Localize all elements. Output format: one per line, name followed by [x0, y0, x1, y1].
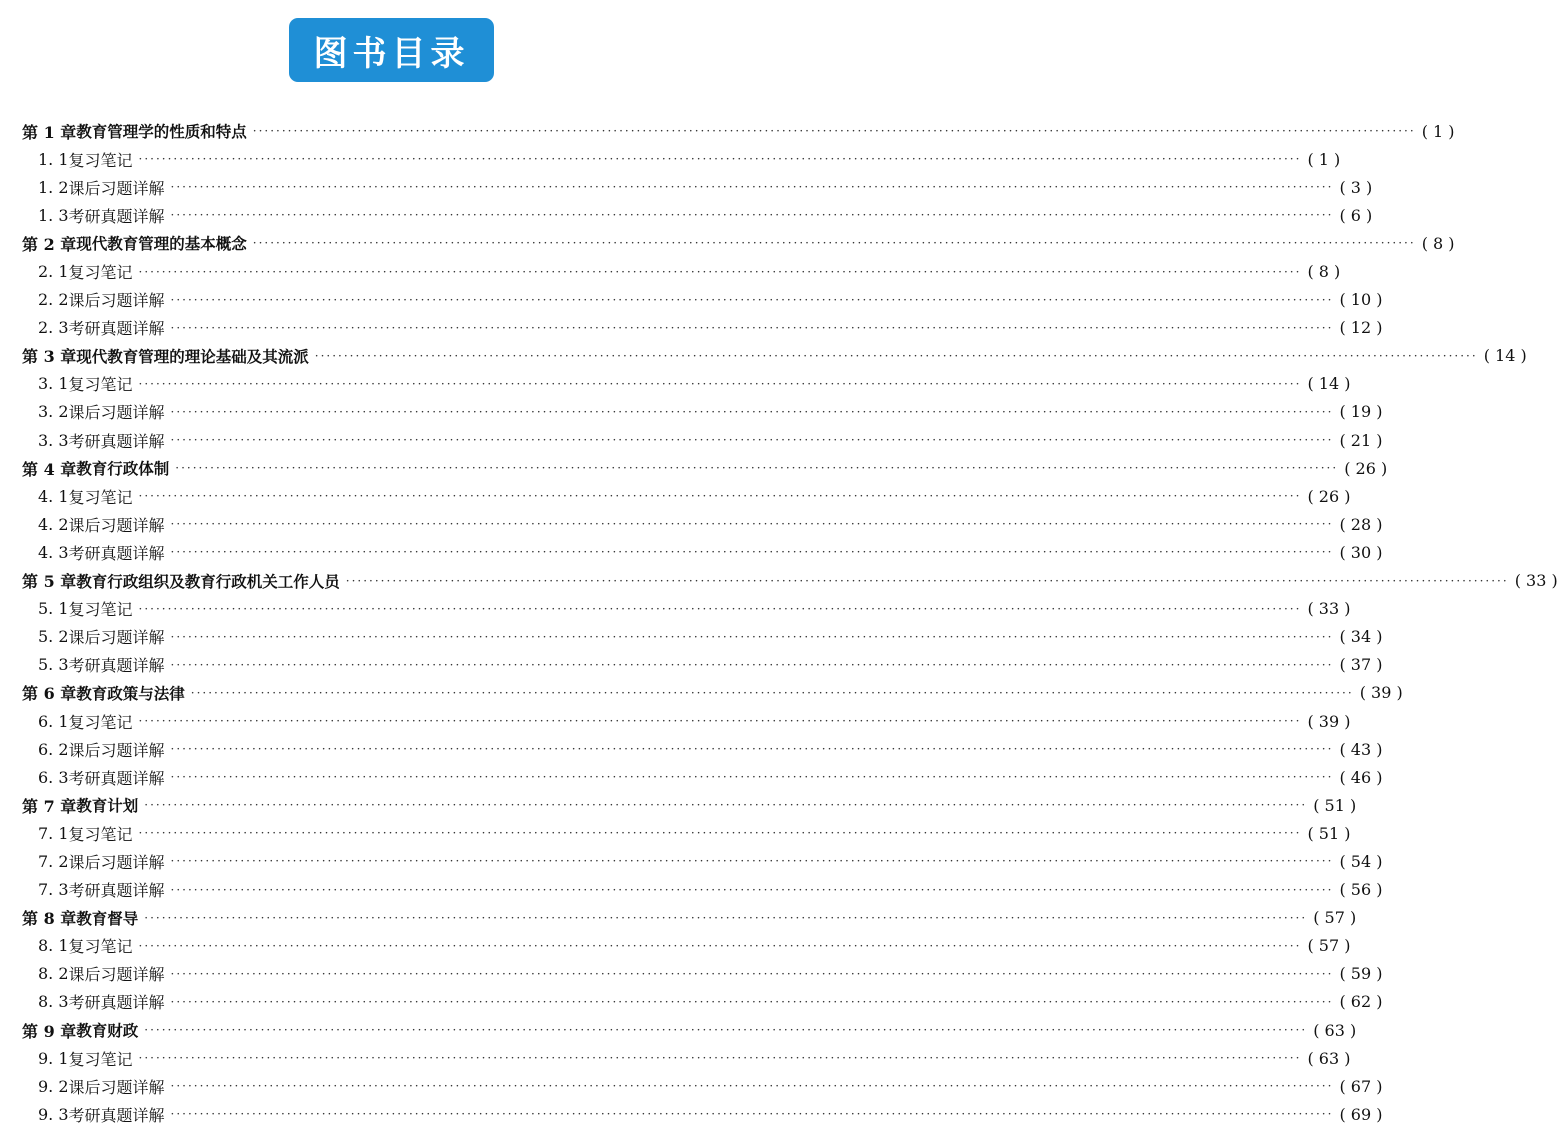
- toc-chapter-row[interactable]: [0, 454, 1388, 482]
- page-number: ( 8 ): [1421, 233, 1455, 253]
- toc-section-row[interactable]: [0, 707, 1351, 735]
- section-title: 课后习题详解: [68, 515, 165, 535]
- dot-leader: ········································································································································································································: [190, 685, 1354, 700]
- section-title: 考研真题详解: [68, 431, 165, 451]
- section-number: 7. 3: [38, 880, 69, 900]
- section-title: 考研真题详解: [68, 206, 165, 226]
- table-of-contents: [0, 117, 1558, 1128]
- dot-leader: ········································································································································································································: [345, 573, 1509, 588]
- section-title: 复习笔记: [68, 937, 133, 957]
- dot-leader: ········································································································································································································: [170, 1079, 1334, 1094]
- page-number: ( 51 ): [1313, 795, 1357, 815]
- section-title: 考研真题详解: [68, 1105, 165, 1125]
- toc-section-row[interactable]: [0, 988, 1383, 1016]
- dot-leader: ········································································································································································································: [138, 376, 1302, 391]
- page-number: ( 62 ): [1339, 992, 1383, 1012]
- toc-section-row[interactable]: [0, 257, 1341, 285]
- section-title: 考研真题详解: [68, 993, 165, 1013]
- section-title: 考研真题详解: [68, 656, 165, 676]
- toc-chapter-row[interactable]: [0, 791, 1357, 819]
- toc-section-row[interactable]: [0, 1072, 1383, 1100]
- page-number: ( 26 ): [1307, 486, 1351, 506]
- toc-section-row[interactable]: [0, 145, 1341, 173]
- dot-leader: ········································································································································································································: [144, 1023, 1308, 1038]
- dot-leader: ········································································································································································································: [170, 1107, 1334, 1122]
- section-number: 3. 1: [38, 374, 69, 394]
- chapter-title: 教育政策与法律: [76, 684, 185, 703]
- dot-leader: ········································································································································································································: [138, 489, 1302, 504]
- section-number: 6. 3: [38, 767, 69, 787]
- page-number: ( 69 ): [1339, 1104, 1383, 1124]
- dot-leader: ········································································································································································································: [138, 601, 1302, 616]
- toc-section-row[interactable]: [0, 623, 1383, 651]
- toc-section-row[interactable]: [0, 426, 1383, 454]
- dot-leader: ········································································································································································································: [170, 882, 1334, 897]
- chapter-title: 教育行政组织及教育行政机关工作人员: [76, 572, 340, 591]
- dot-leader: ········································································································································································································: [170, 292, 1334, 307]
- section-title: 课后习题详解: [68, 1077, 165, 1097]
- page-number: ( 57 ): [1307, 936, 1351, 956]
- section-title: 考研真题详解: [68, 881, 165, 901]
- section-title: 课后习题详解: [68, 852, 165, 872]
- page-number: ( 30 ): [1339, 542, 1383, 562]
- section-title: 复习笔记: [68, 1049, 133, 1069]
- toc-section-row[interactable]: [0, 932, 1351, 960]
- toc-section-row[interactable]: [0, 370, 1351, 398]
- dot-leader: ········································································································································································································: [170, 770, 1334, 785]
- dot-leader: ········································································································································································································: [170, 208, 1334, 223]
- chapter-number: 第 3 章: [22, 347, 77, 367]
- page-number: ( 63 ): [1307, 1048, 1351, 1068]
- dot-leader: ········································································································································································································: [170, 966, 1334, 981]
- dot-leader: ········································································································································································································: [170, 545, 1334, 560]
- chapter-number: 第 7 章: [22, 796, 77, 816]
- page-number: ( 39 ): [1359, 683, 1403, 703]
- section-number: 4. 2: [38, 514, 69, 534]
- page-number: ( 34 ): [1339, 627, 1383, 647]
- section-title: 考研真题详解: [68, 319, 165, 339]
- section-title: 课后习题详解: [68, 291, 165, 311]
- section-number: 3. 3: [38, 430, 69, 450]
- toc-chapter-row[interactable]: [0, 904, 1357, 932]
- chapter-title: 教育财政: [76, 1022, 139, 1041]
- page-title: 图书目录: [313, 33, 470, 74]
- chapter-title: 教育管理学的性质和特点: [76, 123, 247, 142]
- section-number: 4. 1: [38, 486, 69, 506]
- section-number: 1. 1: [38, 149, 69, 169]
- chapter-number: 第 8 章: [22, 909, 77, 929]
- toc-section-row[interactable]: [0, 735, 1383, 763]
- dot-leader: ········································································································································································································: [138, 264, 1302, 279]
- page-number: ( 6 ): [1339, 205, 1373, 225]
- section-number: 8. 1: [38, 936, 69, 956]
- toc-section-row[interactable]: [0, 1100, 1383, 1128]
- toc-section-row[interactable]: [0, 538, 1383, 566]
- dot-leader: ········································································································································································································: [314, 348, 1478, 363]
- toc-section-row[interactable]: [0, 847, 1383, 875]
- section-number: 5. 2: [38, 627, 69, 647]
- section-number: 3. 2: [38, 402, 69, 422]
- toc-chapter-row[interactable]: [0, 342, 1527, 370]
- dot-leader: ········································································································································································································: [170, 517, 1334, 532]
- dot-leader: ········································································································································································································: [138, 152, 1302, 167]
- section-number: 4. 3: [38, 542, 69, 562]
- toc-chapter-row[interactable]: [0, 567, 1558, 595]
- toc-section-row[interactable]: [0, 960, 1383, 988]
- toc-section-row[interactable]: [0, 286, 1383, 314]
- section-number: 2. 3: [38, 318, 69, 338]
- page-number: ( 51 ): [1307, 823, 1351, 843]
- page-header: [0, 0, 790, 108]
- toc-section-row[interactable]: [0, 819, 1351, 847]
- dot-leader: ········································································································································································································: [144, 798, 1308, 813]
- page-number: ( 1 ): [1421, 121, 1455, 141]
- chapter-number: 第 4 章: [22, 459, 77, 479]
- section-title: 复习笔记: [68, 487, 133, 507]
- section-number: 9. 3: [38, 1104, 69, 1124]
- page-number: ( 1 ): [1307, 149, 1341, 169]
- page-number: ( 37 ): [1339, 655, 1383, 675]
- page-number: ( 39 ): [1307, 711, 1351, 731]
- title-banner: [289, 18, 494, 82]
- dot-leader: ········································································································································································································: [252, 236, 1416, 251]
- chapter-title: 教育行政体制: [76, 460, 170, 479]
- section-title: 课后习题详解: [68, 965, 165, 985]
- toc-section-row[interactable]: [0, 173, 1373, 201]
- section-number: 1. 3: [38, 205, 69, 225]
- dot-leader: ········································································································································································································: [144, 910, 1308, 925]
- section-number: 9. 2: [38, 1076, 69, 1096]
- chapter-number: 第 1 章: [22, 122, 77, 142]
- section-number: 1. 2: [38, 177, 69, 197]
- dot-leader: ········································································································································································································: [170, 180, 1334, 195]
- toc-section-row[interactable]: [0, 651, 1383, 679]
- section-title: 课后习题详解: [68, 740, 165, 760]
- dot-leader: ········································································································································································································: [170, 994, 1334, 1009]
- section-title: 课后习题详解: [68, 178, 165, 198]
- dot-leader: ········································································································································································································: [170, 854, 1334, 869]
- section-title: 复习笔记: [68, 824, 133, 844]
- toc-section-row[interactable]: [0, 482, 1351, 510]
- page-number: ( 63 ): [1313, 1020, 1357, 1040]
- section-number: 8. 3: [38, 992, 69, 1012]
- toc-section-row[interactable]: [0, 876, 1383, 904]
- section-number: 6. 2: [38, 739, 69, 759]
- chapter-title: 现代教育管理的基本概念: [76, 235, 247, 254]
- toc-section-row[interactable]: [0, 595, 1351, 623]
- dot-leader: ········································································································································································································: [138, 1051, 1302, 1066]
- dot-leader: ········································································································································································································: [138, 938, 1302, 953]
- page-number: ( 67 ): [1339, 1076, 1383, 1096]
- chapter-number: 第 6 章: [22, 684, 77, 704]
- section-title: 复习笔记: [68, 263, 133, 283]
- page-number: ( 12 ): [1339, 318, 1383, 338]
- section-title: 复习笔记: [68, 600, 133, 620]
- page-number: ( 19 ): [1339, 402, 1383, 422]
- page-number: ( 21 ): [1339, 430, 1383, 450]
- toc-section-row[interactable]: [0, 201, 1373, 229]
- section-number: 2. 1: [38, 262, 69, 282]
- page-number: ( 10 ): [1339, 290, 1383, 310]
- toc-chapter-row[interactable]: [0, 1016, 1357, 1044]
- section-number: 5. 1: [38, 599, 69, 619]
- dot-leader: ········································································································································································································: [170, 433, 1334, 448]
- dot-leader: ········································································································································································································: [138, 714, 1302, 729]
- toc-section-row[interactable]: [0, 314, 1383, 342]
- section-number: 9. 1: [38, 1048, 69, 1068]
- section-number: 8. 2: [38, 964, 69, 984]
- page-number: ( 8 ): [1307, 262, 1341, 282]
- dot-leader: ········································································································································································································: [175, 461, 1339, 476]
- page-number: ( 3 ): [1339, 177, 1373, 197]
- page-number: ( 14 ): [1483, 346, 1527, 366]
- section-number: 2. 2: [38, 290, 69, 310]
- section-title: 课后习题详解: [68, 403, 165, 423]
- chapter-title: 教育计划: [76, 797, 139, 816]
- section-title: 考研真题详解: [68, 543, 165, 563]
- chapter-number: 第 2 章: [22, 234, 77, 254]
- dot-leader: ········································································································································································································: [170, 629, 1334, 644]
- dot-leader: ········································································································································································································: [170, 657, 1334, 672]
- chapter-title: 现代教育管理的理论基础及其流派: [76, 347, 309, 366]
- dot-leader: ········································································································································································································: [170, 742, 1334, 757]
- section-title: 复习笔记: [68, 150, 133, 170]
- section-number: 6. 1: [38, 711, 69, 731]
- page-number: ( 26 ): [1344, 458, 1388, 478]
- dot-leader: ········································································································································································································: [170, 320, 1334, 335]
- section-number: 7. 2: [38, 851, 69, 871]
- toc-section-row[interactable]: [0, 510, 1383, 538]
- section-title: 课后习题详解: [68, 628, 165, 648]
- page-number: ( 33 ): [1307, 599, 1351, 619]
- section-title: 复习笔记: [68, 712, 133, 732]
- section-title: 考研真题详解: [68, 768, 165, 788]
- page-number: ( 46 ): [1339, 767, 1383, 787]
- page-number: ( 33 ): [1514, 571, 1558, 591]
- toc-section-row[interactable]: [0, 1044, 1351, 1072]
- toc-chapter-row[interactable]: [0, 229, 1455, 257]
- chapter-number: 第 9 章: [22, 1021, 77, 1041]
- page-number: ( 28 ): [1339, 514, 1383, 534]
- page-number: ( 54 ): [1339, 851, 1383, 871]
- toc-chapter-row[interactable]: [0, 117, 1455, 145]
- page-number: ( 57 ): [1313, 908, 1357, 928]
- section-title: 复习笔记: [68, 375, 133, 395]
- dot-leader: ········································································································································································································: [252, 124, 1416, 139]
- toc-chapter-row[interactable]: [0, 679, 1403, 707]
- page-number: ( 14 ): [1307, 374, 1351, 394]
- page-number: ( 59 ): [1339, 964, 1383, 984]
- section-number: 7. 1: [38, 823, 69, 843]
- dot-leader: ········································································································································································································: [138, 826, 1302, 841]
- page-number: ( 43 ): [1339, 739, 1383, 759]
- dot-leader: ········································································································································································································: [170, 404, 1334, 419]
- chapter-number: 第 5 章: [22, 572, 77, 592]
- section-number: 5. 3: [38, 655, 69, 675]
- chapter-title: 教育督导: [76, 909, 139, 928]
- page-number: ( 56 ): [1339, 880, 1383, 900]
- toc-section-row[interactable]: [0, 398, 1383, 426]
- toc-section-row[interactable]: [0, 763, 1383, 791]
